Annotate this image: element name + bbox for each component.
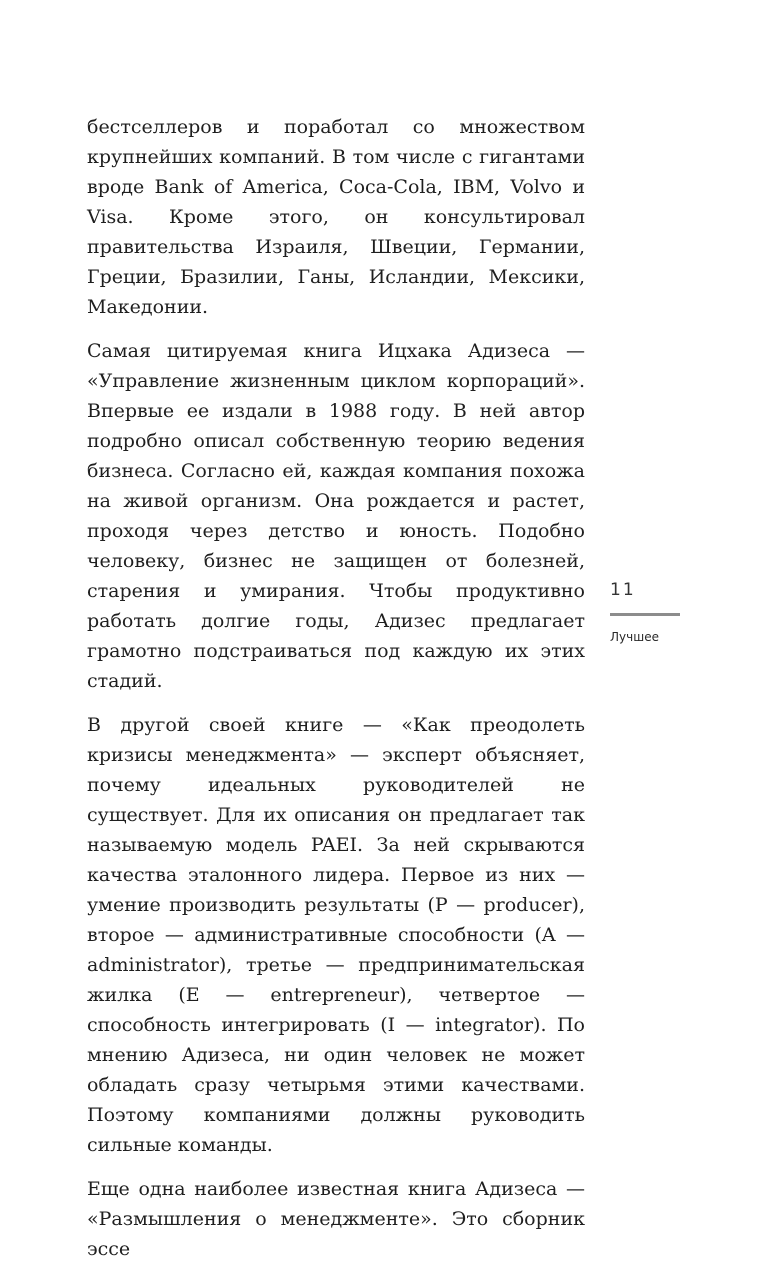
- paragraph: Самая цитируемая книга Ицхака Адизеса — «Управление жизненным циклом корпораций». Впервые ее издали в 1988 году. В ней автор подробно описал собственную теорию ведения бизнеса. Согласно ей, каждая компания похожа на живой организм. Она рождается и растет, проходя через детство и юность. Подобно человеку, бизнес не защищен от болезней, старения и умирания. Чтобы продуктивно работать долгие годы, Адизес предлагает грамотно подстраиваться под каждую их этих стадий.: [87, 340, 585, 692]
- section-label: Лучшее: [610, 630, 659, 644]
- margin-divider: [610, 613, 680, 616]
- page-number: 11: [610, 580, 636, 600]
- paragraph: В другой своей книге — «Как преодолеть кризисы менеджмента» — эксперт объясняет, почему идеальных руководителей не существует. Для их описания он предлагает так называемую модель PAEI. За ней скрываются качества эталонного лидера. Первое из них — умение производить результаты (P — producer), второе — административные способности (A — administrator), третье — предпринимательская жилка (E — entrepreneur), четвертое — способность интегрировать (I — integrator). По мнению Адизеса, ни один человек не может обладать сразу четырьмя этими качествами. Поэтому компаниями должны руководить сильные команды.: [87, 714, 585, 1156]
- body-text: [87, 112, 585, 1278]
- margin-column: [610, 575, 680, 644]
- paragraph: бестселлеров и поработал со множеством крупнейших компаний. В том числе с гигантами вроде Bank of America, Coca-Cola, IBM, Volvo и Visa. Кроме этого, он консультировал правительства Израиля, Швеции, Германии, Греции, Бразилии, Ганы, Исландии, Мексики, Македонии.: [87, 116, 585, 318]
- paragraph: Еще одна наиболее известная книга Адизеса — «Размышления о менеджменте». Это сборник эссе: [87, 1178, 585, 1260]
